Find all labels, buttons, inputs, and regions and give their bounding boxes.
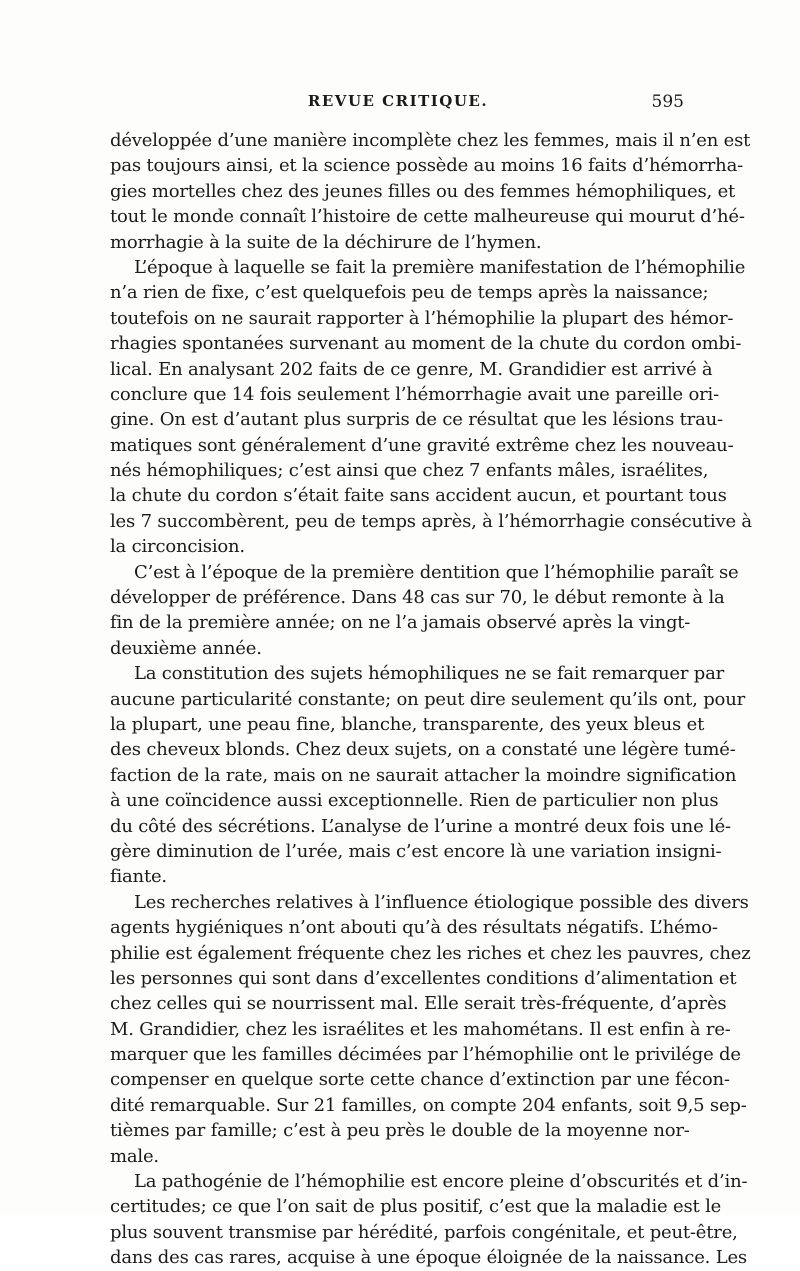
text-line: Les recherches relatives à l’influence étiologique possible des divers	[134, 891, 749, 913]
text-line: développée d’une manière incomplète chez les femmes, mais il n’en est	[110, 130, 751, 151]
text-line: les personnes qui sont dans d’excellentes conditions d’alimentation et	[110, 967, 737, 989]
paragraph-6	[110, 1169, 748, 1271]
text-line: L’époque à laquelle se fait la première manifestation de l’hémophilie	[134, 256, 746, 278]
running-title: REVUE CRITIQUE.	[307, 92, 489, 110]
text-line: La pathogénie de l’hémophilie est encore pleine d’obscurités et d’in-	[134, 1171, 748, 1193]
text-line: tout le monde connaît l’histoire de cette malheureuse qui mourut d’hé-	[110, 206, 745, 228]
text-line: aucune particularité constante; on peut dire seulement qu’ils ont, pour	[110, 688, 745, 710]
text-line: plus souvent transmise par hérédité, parfois congénitale, et peut-être,	[110, 1221, 738, 1243]
text-line: nés hémophiliques; c’est ainsi que chez 7 enfants mâles, israélites,	[110, 460, 709, 482]
paragraph-2	[110, 255, 752, 560]
text-line: philie est également fréquente chez les riches et chez les pauvres, chez	[110, 942, 751, 964]
running-head	[112, 92, 684, 116]
text-line: agents hygiéniques n’ont abouti qu’à des résultats négatifs. L’hémo-	[110, 917, 718, 939]
text-line: la circoncision.	[110, 536, 245, 558]
text-line: M. Grandidier, chez les israélites et les mahométans. Il est enfin à re-	[110, 1018, 731, 1040]
text-line: fiante.	[110, 866, 167, 888]
text-line: développer de préférence. Dans 48 cas sur 70, le début remonte à la	[110, 587, 725, 609]
text-line: deuxième année.	[110, 637, 262, 659]
text-line: dans des cas rares, acquise à une époque éloignée de la naissance. Les	[110, 1247, 747, 1269]
text-line: La constitution des sujets hémophiliques ne se fait remarquer par	[134, 663, 725, 685]
text-line: dité remarquable. Sur 21 familles, on compte 204 enfants, soit 9,5 sep-	[110, 1094, 747, 1116]
text-line: marquer que les familles décimées par l’hémophilie ont le privilége de	[110, 1044, 741, 1066]
text-line: certitudes; ce que l’on sait de plus positif, c’est que la maladie est le	[110, 1196, 722, 1218]
text-line: pas toujours ainsi, et la science possède au moins 16 faits d’hémorrha-	[110, 155, 743, 177]
text-line: gine. On est d’autant plus surpris de ce résultat que les lésions trau-	[110, 409, 723, 431]
paragraph-4	[110, 661, 745, 890]
text-line: tièmes par famille; c’est à peu près le double de la moyenne nor-	[110, 1120, 690, 1142]
text-line: rhagies spontanées survenant au moment de la chute du cordon ombi-	[110, 333, 742, 355]
paragraph-1	[110, 128, 751, 255]
text-line: gère diminution de l’urée, mais c’est encore là une variation insigni-	[110, 840, 722, 862]
text-line: gies mortelles chez des jeunes filles ou des femmes hémophiliques, et	[110, 180, 736, 202]
page-number: 595	[651, 92, 684, 112]
text-line: chez celles qui se nourrissent mal. Elle serait très-fréquente, d’après	[110, 993, 727, 1015]
text-line: male.	[110, 1145, 159, 1167]
text-line: n’a rien de fixe, c’est quelquefois peu de temps après la naissance;	[110, 282, 709, 304]
text-line: morrhagie à la suite de la déchirure de l’hymen.	[110, 231, 542, 253]
text-line: lical. En analysant 202 faits de ce genre, M. Grandidier est arrivé à	[110, 358, 713, 380]
text-line: des cheveux blonds. Chez deux sujets, on a constaté une légère tumé-	[110, 739, 736, 761]
text-line: à une coïncidence aussi exceptionnelle. Rien de particulier non plus	[110, 790, 719, 812]
text-line: faction de la rate, mais on ne saurait attacher la moindre signification	[110, 764, 737, 786]
text-line: conclure que 14 fois seulement l’hémorrhagie avait une pareille ori-	[110, 383, 719, 405]
text-line: matiques sont généralement d’une gravité extrême chez les nouveau-	[110, 434, 734, 456]
text-line: fin de la première année; on ne l’a jamais observé après la vingt-	[110, 612, 691, 634]
body-text	[110, 128, 752, 1271]
paragraph-5	[110, 890, 751, 1169]
paragraph-3	[110, 560, 739, 662]
text-line: toutefois on ne saurait rapporter à l’hémophilie la plupart des hémor-	[110, 307, 734, 329]
text-line: la plupart, une peau fine, blanche, transparente, des yeux bleus et	[110, 713, 705, 735]
text-line: compenser en quelque sorte cette chance d’extinction par une fécon-	[110, 1069, 730, 1091]
text-line: les 7 succombèrent, peu de temps après, à l’hémorrhagie consécutive à	[110, 510, 752, 532]
text-line: du côté des sécrétions. L’analyse de l’urine a montré deux fois une lé-	[110, 815, 731, 837]
text-line: C’est à l’époque de la première dentition que l’hémophilie paraît se	[134, 561, 739, 583]
text-line: la chute du cordon s’était faite sans accident aucun, et pourtant tous	[110, 485, 727, 507]
